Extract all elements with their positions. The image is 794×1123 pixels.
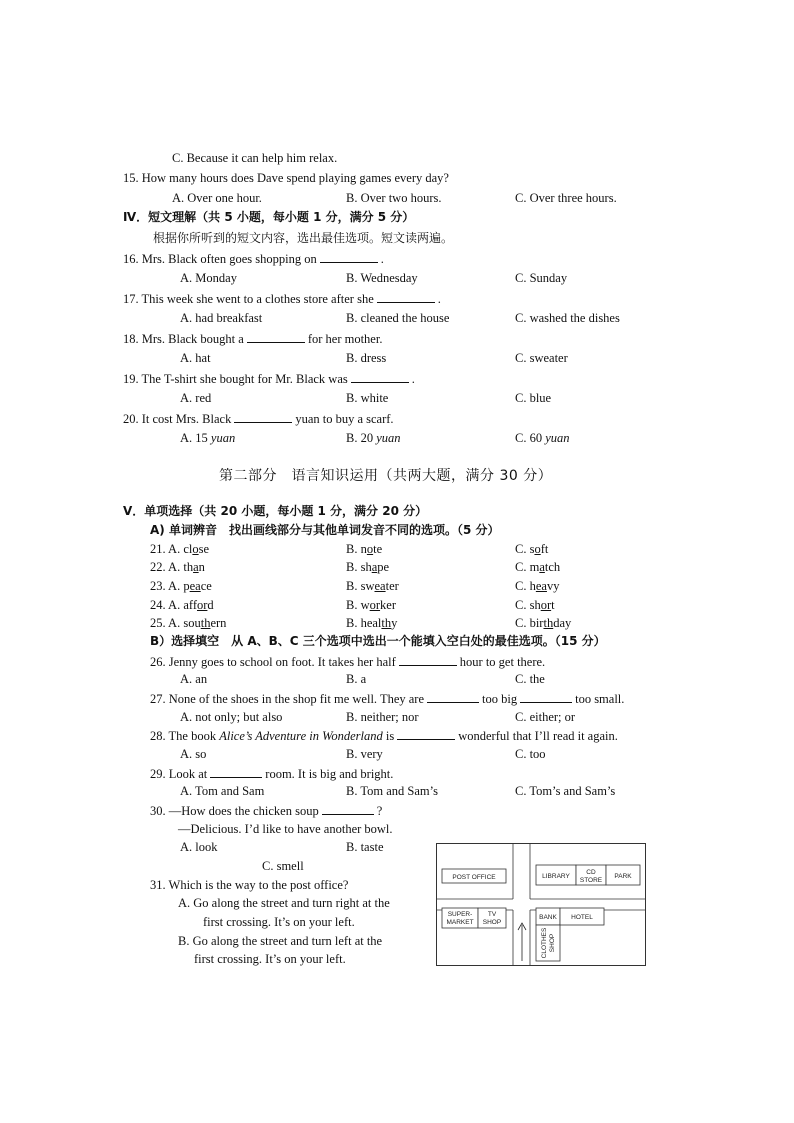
q18-option-b: B. dress (346, 351, 387, 365)
section4-instructions: 根据你所听到的短文内容，选出最佳选项。短文读两遍。 (153, 231, 454, 245)
q29-blank (210, 766, 262, 778)
q28-blank (397, 728, 455, 740)
q17-blank (377, 291, 435, 303)
q27-blank-1 (427, 691, 479, 703)
q29-option-c: C. Tom’s and Sam’s (515, 784, 616, 798)
q20-option-a: A. 15 yuan (180, 431, 236, 445)
q16-option-a: A. Monday (180, 271, 237, 285)
post-office-label: POST OFFICE (452, 874, 496, 881)
underlined-letters: or (540, 598, 552, 612)
section5-sub-a: A) 单词辨音 找出画线部分与其他单词发音不同的选项。（5 分） (150, 523, 500, 537)
underlined-letters: a (371, 560, 378, 574)
q16-option-b: B. Wednesday (346, 271, 418, 285)
q17-stem: 17. This week she went to a clothes store after she . (123, 292, 441, 306)
q31-option-a-line1: A. Go along the street and turn right at the (178, 896, 390, 910)
q17-option-b: B. cleaned the house (346, 311, 450, 325)
svg-text:MARKET: MARKET (446, 919, 474, 926)
underlined-letters: o (366, 542, 374, 556)
q15-option-b: B. Over two hours. (346, 191, 442, 205)
underlined-letters: th (200, 616, 211, 630)
q20-option-c: C. 60 yuan (515, 431, 570, 445)
q26-blank (399, 654, 457, 666)
phonics-option-a: 24. A. afford (150, 598, 214, 612)
phonics-option-c: C. birthday (515, 616, 572, 630)
q31-stem: 31. Which is the way to the post office? (150, 878, 349, 892)
q17-option-a: A. had breakfast (180, 311, 263, 325)
q27-option-c: C. either; or (515, 710, 576, 724)
q31-option-b-line1: B. Go along the street and turn left at the (178, 934, 383, 948)
underlined-letters: th (381, 616, 392, 630)
q19-option-a: A. red (180, 391, 212, 405)
q28-stem: 28. The book Alice’s Adventure in Wonderland is wonderful that I’ll read it again. (150, 729, 618, 743)
section5-title: V．单项选择（共 20 小题，每小题 1 分，满分 20 分） (123, 504, 428, 518)
q28-option-b: B. very (346, 747, 383, 761)
q20-option-b: B. 20 yuan (346, 431, 401, 445)
svg-text:CLOTHES: CLOTHES (541, 927, 548, 959)
phonics-option-b: B. worker (346, 598, 397, 612)
part2-title: 第二部分 语言知识运用（共两大题，满分 30 分） (219, 468, 553, 484)
q31-option-b-line2: first crossing. It’s on your left. (194, 952, 346, 966)
phonics-option-b: B. sweater (346, 579, 399, 593)
q30-option-c: C. smell (262, 859, 304, 873)
q29-option-b: B. Tom and Sam’s (346, 784, 438, 798)
q19-stem: 19. The T-shirt she bought for Mr. Black was . (123, 372, 415, 386)
q30-reply: —Delicious. I’d like to have another bowl. (178, 822, 393, 836)
q26-stem: 26. Jenny goes to school on foot. It takes her half hour to get there. (150, 655, 546, 669)
q19-option-c: C. blue (515, 391, 552, 405)
svg-text:TV: TV (487, 911, 497, 918)
q17-option-c: C. washed the dishes (515, 311, 620, 325)
q26-option-a: A. an (180, 672, 208, 686)
q18-stem: 18. Mrs. Black bought a for her mother. (123, 332, 383, 346)
phonics-option-c: C. short (515, 598, 555, 612)
q26-option-c: C. the (515, 672, 545, 686)
q30-option-b: B. taste (346, 840, 384, 854)
phonics-option-c: C. soft (515, 542, 549, 556)
phonics-option-a: 23. A. peace (150, 579, 212, 593)
q27-stem: 27. None of the shoes in the shop fit me well. They are too big too small. (150, 692, 625, 706)
q31-option-a-line2: first crossing. It’s on your left. (203, 915, 355, 929)
underlined-letters: a (193, 560, 199, 574)
q30-blank (322, 803, 374, 815)
q19-option-b: B. white (346, 391, 389, 405)
svg-text:LIBRARY: LIBRARY (542, 873, 570, 880)
q30-option-a: A. look (180, 840, 218, 854)
q18-blank (247, 331, 305, 343)
q28-option-c: C. too (515, 747, 546, 761)
underlined-letters: ea (535, 579, 547, 593)
underlined-letters: or (369, 598, 381, 612)
phonics-option-a: 21. A. close (150, 542, 210, 556)
phonics-option-b: B. note (346, 542, 383, 556)
q16-stem: 16. Mrs. Black often goes shopping on . (123, 252, 384, 266)
q27-blank-2 (520, 691, 572, 703)
q28-option-a: A. so (180, 747, 207, 761)
svg-text:PARK: PARK (614, 873, 632, 880)
underlined-letters: a (539, 560, 545, 574)
svg-text:CD: CD (586, 869, 596, 876)
underlined-letters: or (197, 598, 208, 612)
underlined-letters: th (543, 616, 554, 630)
q18-option-c: C. sweater (515, 351, 568, 365)
phonics-option-a: 22. A. than (150, 560, 205, 574)
section5-sub-b: B）选择填空 从 A、B、C 三个选项中选出一个能填入空白处的最佳选项。（15 分） (150, 634, 606, 648)
underlined-letters: o (534, 542, 541, 556)
svg-text:STORE: STORE (579, 877, 603, 884)
svg-text:BANK: BANK (539, 914, 557, 921)
svg-text:HOTEL: HOTEL (571, 914, 593, 921)
q15-stem: 15. How many hours does Dave spend playing games every day? (123, 171, 449, 185)
street-map (436, 843, 646, 966)
q20-stem: 20. It cost Mrs. Black yuan to buy a scarf. (123, 412, 394, 426)
q30-stem: 30. —How does the chicken soup ? (150, 804, 383, 818)
q29-stem: 29. Look at room. It is big and bright. (150, 767, 394, 781)
book-title: Alice’s Adventure in Wonderland (219, 729, 383, 743)
phonics-option-b: B. healthy (346, 616, 398, 630)
q18-option-a: A. hat (180, 351, 211, 365)
q27-option-a: A. not only; but also (180, 710, 283, 724)
q15-option-c: C. Over three hours. (515, 191, 617, 205)
q27-option-b: B. neither; nor (346, 710, 419, 724)
phonics-option-a: 25. A. southern (150, 616, 227, 630)
q16-blank (320, 251, 378, 263)
section4-title: Ⅳ．短文理解（共 5 小题，每小题 1 分，满分 5 分） (123, 210, 415, 224)
q26-option-b: B. a (346, 672, 367, 686)
q15-option-a: A. Over one hour. (172, 191, 262, 205)
underlined-letters: ea (189, 579, 201, 593)
q29-option-a: A. Tom and Sam (180, 784, 265, 798)
q20-blank (234, 411, 292, 423)
q16-option-c: C. Sunday (515, 271, 568, 285)
underlined-letters: o (192, 542, 199, 556)
svg-text:SHOP: SHOP (482, 919, 502, 926)
svg-text:SUPER-: SUPER- (447, 911, 473, 918)
svg-text:SHOP: SHOP (549, 933, 556, 953)
phonics-option-b: B. shape (346, 560, 390, 574)
underlined-letters: ea (374, 579, 386, 593)
q14-option-c: C. Because it can help him relax. (172, 151, 338, 165)
q19-blank (351, 371, 409, 383)
clothes-shop-building (536, 925, 560, 961)
phonics-option-c: C. match (515, 560, 561, 574)
phonics-option-c: C. heavy (515, 579, 560, 593)
